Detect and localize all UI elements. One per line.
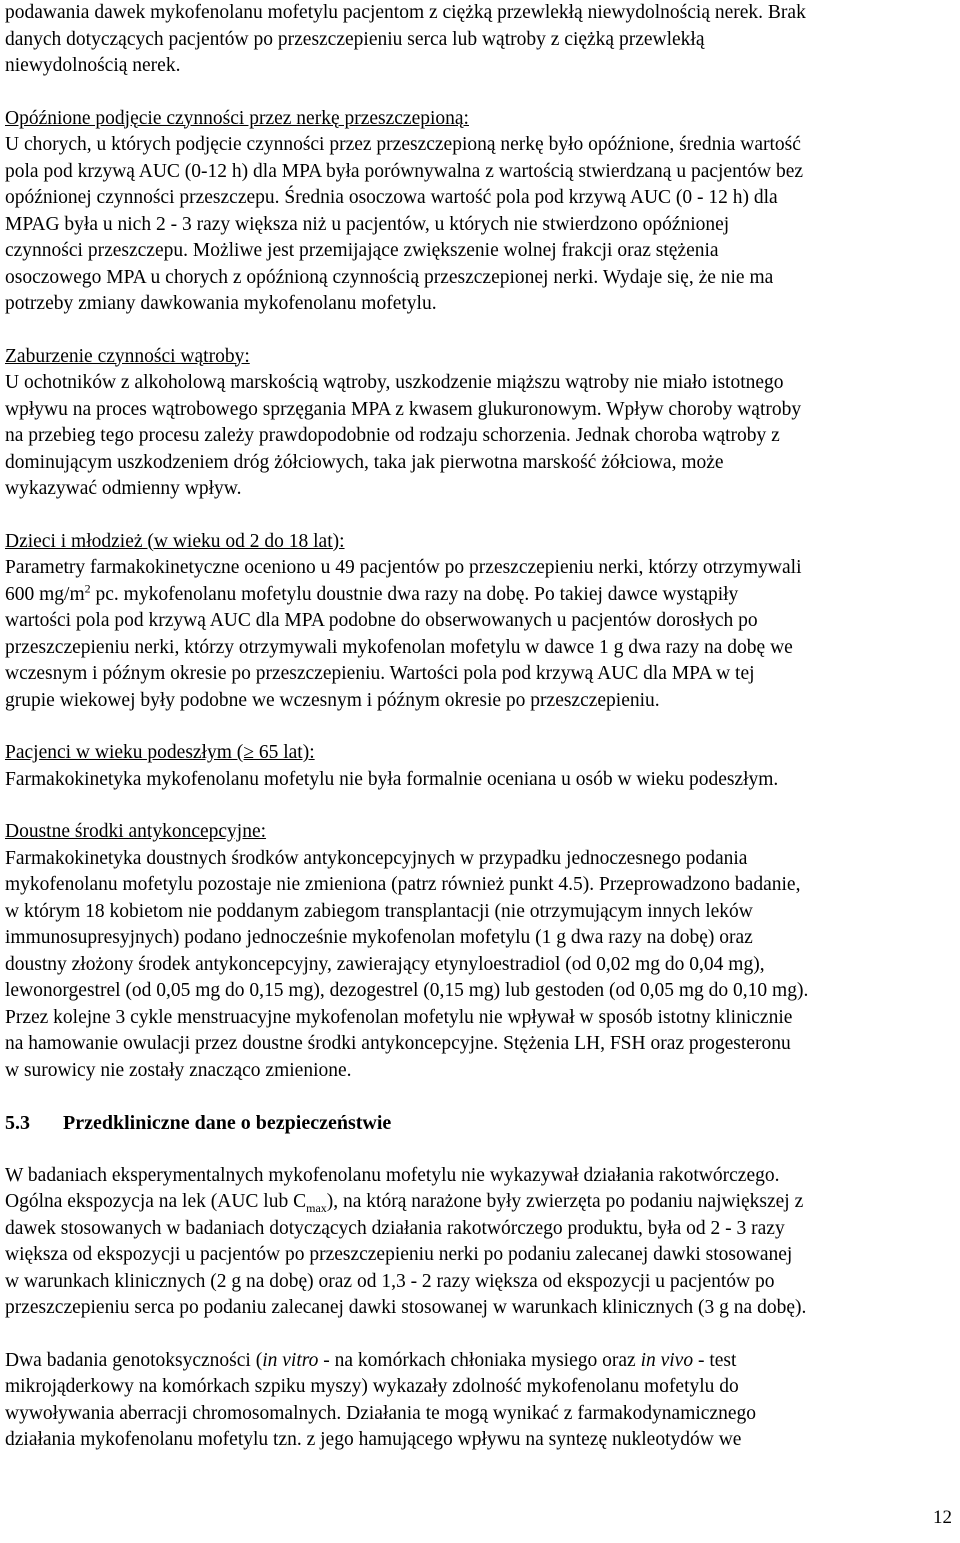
carcinogenicity-line-2-end: ), na którą narażone były zwierzęta po podaniu największej z <box>326 1191 804 1212</box>
paragraph-intro-continued: podawania dawek mykofenolanu mofetylu pacjentom z ciężką przewlekłą niewydolnością nerek. Brak danych dotyczących pacjentów po przeszczepieniu serca lub wątroby z ciężką przewlekłą niewydolnością nerek. <box>5 2 806 76</box>
carcinogenicity-rest: dawek stosowanych w badaniach dotyczących działania rakotwórczego produktu, była od 2 - 3 razy większa od ekspozycji u pacjentów po przeszczepieniu nerki po podaniu zalecanej dawki stosowanej w warunkach klinicznych (2 g na dobę) oraz od 1,3 - 2 razy większa od ekspozycji u pacjentów po przeszczepieniu serca po podaniu zalecanej dawki stosowanej w warunkach klinicznych (3 g na dobę). <box>5 1217 807 1318</box>
spacer <box>5 318 955 344</box>
section-heading-hepatic-impairment: Zaburzenie czynności wątroby: <box>5 345 250 367</box>
paragraph-elderly: Farmakokinetyka mykofenolanu mofetylu nie była formalnie oceniana u osób w wieku podeszłym. <box>5 768 779 790</box>
section-title: Przedkliniczne dane o bezpieczeństwie <box>63 1112 392 1134</box>
genotoxicity-text-3: - test mikrojąderkowy na komórkach szpiku myszy) wykazały zdolność mykofenolanu mofetylu do wywoływania aberracji chromosomalnych. Działania te mogą wynikać z farmakodynamicznego działania mykofenolanu mofetylu tzn. z jego hamującego wpływu na syntezę nukleotydów we <box>5 1349 756 1450</box>
genotoxicity-text-1: Dwa badania genotoksyczności ( <box>5 1349 263 1371</box>
paragraph-hepatic-impairment: U ochotników z alkoholową marskością wątroby, uszkodzenie miąższu wątroby nie miało istotnego wpływu na proces wątrobowego sprzęgania MPA z kwasem glukuronowym. Wpływ choroby wątroby na przebieg tego procesu zależy prawdopodobnie od rodzaju schorzenia. Jednak choroba wątroby z dominującym uszkodzeniem dróg żółciowych, taka jak pierwotna marskość żółciowa, może wykazywać odmienny wpływ. <box>5 372 802 499</box>
spacer <box>5 1322 955 1348</box>
spacer <box>5 1137 955 1163</box>
spacer <box>5 80 955 106</box>
pediatric-line-1: Parametry farmakokinetyczne oceniono u 49 pacjentów po przeszczepieniu nerki, którzy otrzymywali <box>5 557 802 578</box>
carcinogenicity-line-2-start: Ogólna ekspozycja na lek (AUC lub C <box>5 1191 307 1212</box>
section-heading-5-3 <box>5 1110 955 1137</box>
document-page <box>5 0 955 1454</box>
subscript-max: max <box>306 1200 327 1215</box>
paragraph-genotoxicity <box>5 1348 955 1454</box>
paragraph-pediatric <box>5 555 955 714</box>
section-heading-oral-contraceptives: Doustne środki antykoncepcyjne: <box>5 821 267 842</box>
page-number: 12 <box>933 1507 952 1528</box>
pediatric-line-2-rest: pc. mykofenolanu mofetylu doustnie dwa razy na dobę. Po takiej dawce wystąpiły <box>90 583 739 605</box>
superscript-squared: 2 <box>84 581 91 595</box>
paragraph-delayed-graft-function: U chorych, u których podjęcie czynności przez przeszczepioną nerkę było opóźnione, średnia wartość pola pod krzywą AUC (0-12 h) dla MPA była porównywalna z wartością stwierdzaną u pacjentów bez opóźnionej czynności przeszczepu. Średnia osoczowa wartość pola pod krzywą AUC (0 - 12 h) dla MPAG była u nich 2 - 3 razy większa niż u pacjentów, u których nie stwierdzono opóźnionej czynności przeszczepu. Możliwe jest przemijające zwiększenie wolnej frakcji oraz stężenia osoczowego MPA u chorych z opóźnioną czynnością przeszczepionej nerki. Wydaje się, że nie ma potrzeby zmiany dawkowania mykofenolanu mofetylu. <box>5 134 804 314</box>
genotoxicity-italic-in-vivo: in vivo <box>640 1349 694 1371</box>
genotoxicity-text-2: - na komórkach chłoniaka mysiego oraz <box>318 1349 641 1371</box>
genotoxicity-italic-in-vitro: in vitro <box>262 1349 319 1371</box>
spacer <box>5 503 955 529</box>
section-heading-pediatric: Dzieci i młodzież (w wieku od 2 do 18 lat): <box>5 530 345 552</box>
carcinogenicity-line-1: W badaniach eksperymentalnych mykofenolanu mofetylu nie wykazywał działania rakotwórczego. <box>5 1164 780 1186</box>
pediatric-rest: wartości pola pod krzywą AUC dla MPA podobne do obserwowanych u pacjentów dorosłych po przeszczepieniu nerki, którzy otrzymywali mykofenolan mofetylu w dawce 1 g dwa razy na dobę we wczesnym i późnym okresie po przeszczepieniu. Wartości pola pod krzywą AUC dla MPA w tej grupie wiekowej były podobne we wczesnym i późnym okresie po przeszczepieniu. <box>5 610 793 711</box>
paragraph-oral-contraceptives: Farmakokinetyka doustnych środków antykoncepcyjnych w przypadku jednoczesnego podania mykofenolanu mofetylu pozostaje nie zmieniona (patrz również punkt 4.5). Przeprowadzono badanie, w którym 18 kobietom nie poddanym zabiegom transplantacji (nie otrzymującym innych leków immunosupresyjnych) podano jednocześnie mykofenolan mofetylu (1 g dwa razy na dobę) oraz doustny złożony środek antykoncepcyjny, zawierający etynyloestradiol (od 0,02 mg do 0,04 mg), lewonorgestrel (od 0,05 mg do 0,15 mg), dezogestrel (0,15 mg) lub gestoden (od 0,05 mg do 0,10 mg). Przez kolejne 3 cykle menstruacyjne mykofenolan mofetylu nie wpływał w sposób istotny klinicznie na hamowanie owulacji przez doustne środki antykoncepcyjne. Stężenia LH, FSH oraz progesteronu w surowicy nie zostały znacząco zmienione. <box>5 847 809 1081</box>
section-number: 5.3 <box>5 1112 30 1134</box>
spacer <box>5 793 955 819</box>
spacer <box>5 1084 955 1110</box>
section-heading-elderly: Pacjenci w wieku podeszłym (≥ 65 lat): <box>5 742 315 763</box>
paragraph-carcinogenicity <box>5 1163 955 1322</box>
pediatric-dose-text: 600 mg/m <box>5 583 85 605</box>
section-heading-delayed-graft-function: Opóźnione podjęcie czynności przez nerkę przeszczepioną: <box>5 107 469 129</box>
spacer <box>5 714 955 740</box>
